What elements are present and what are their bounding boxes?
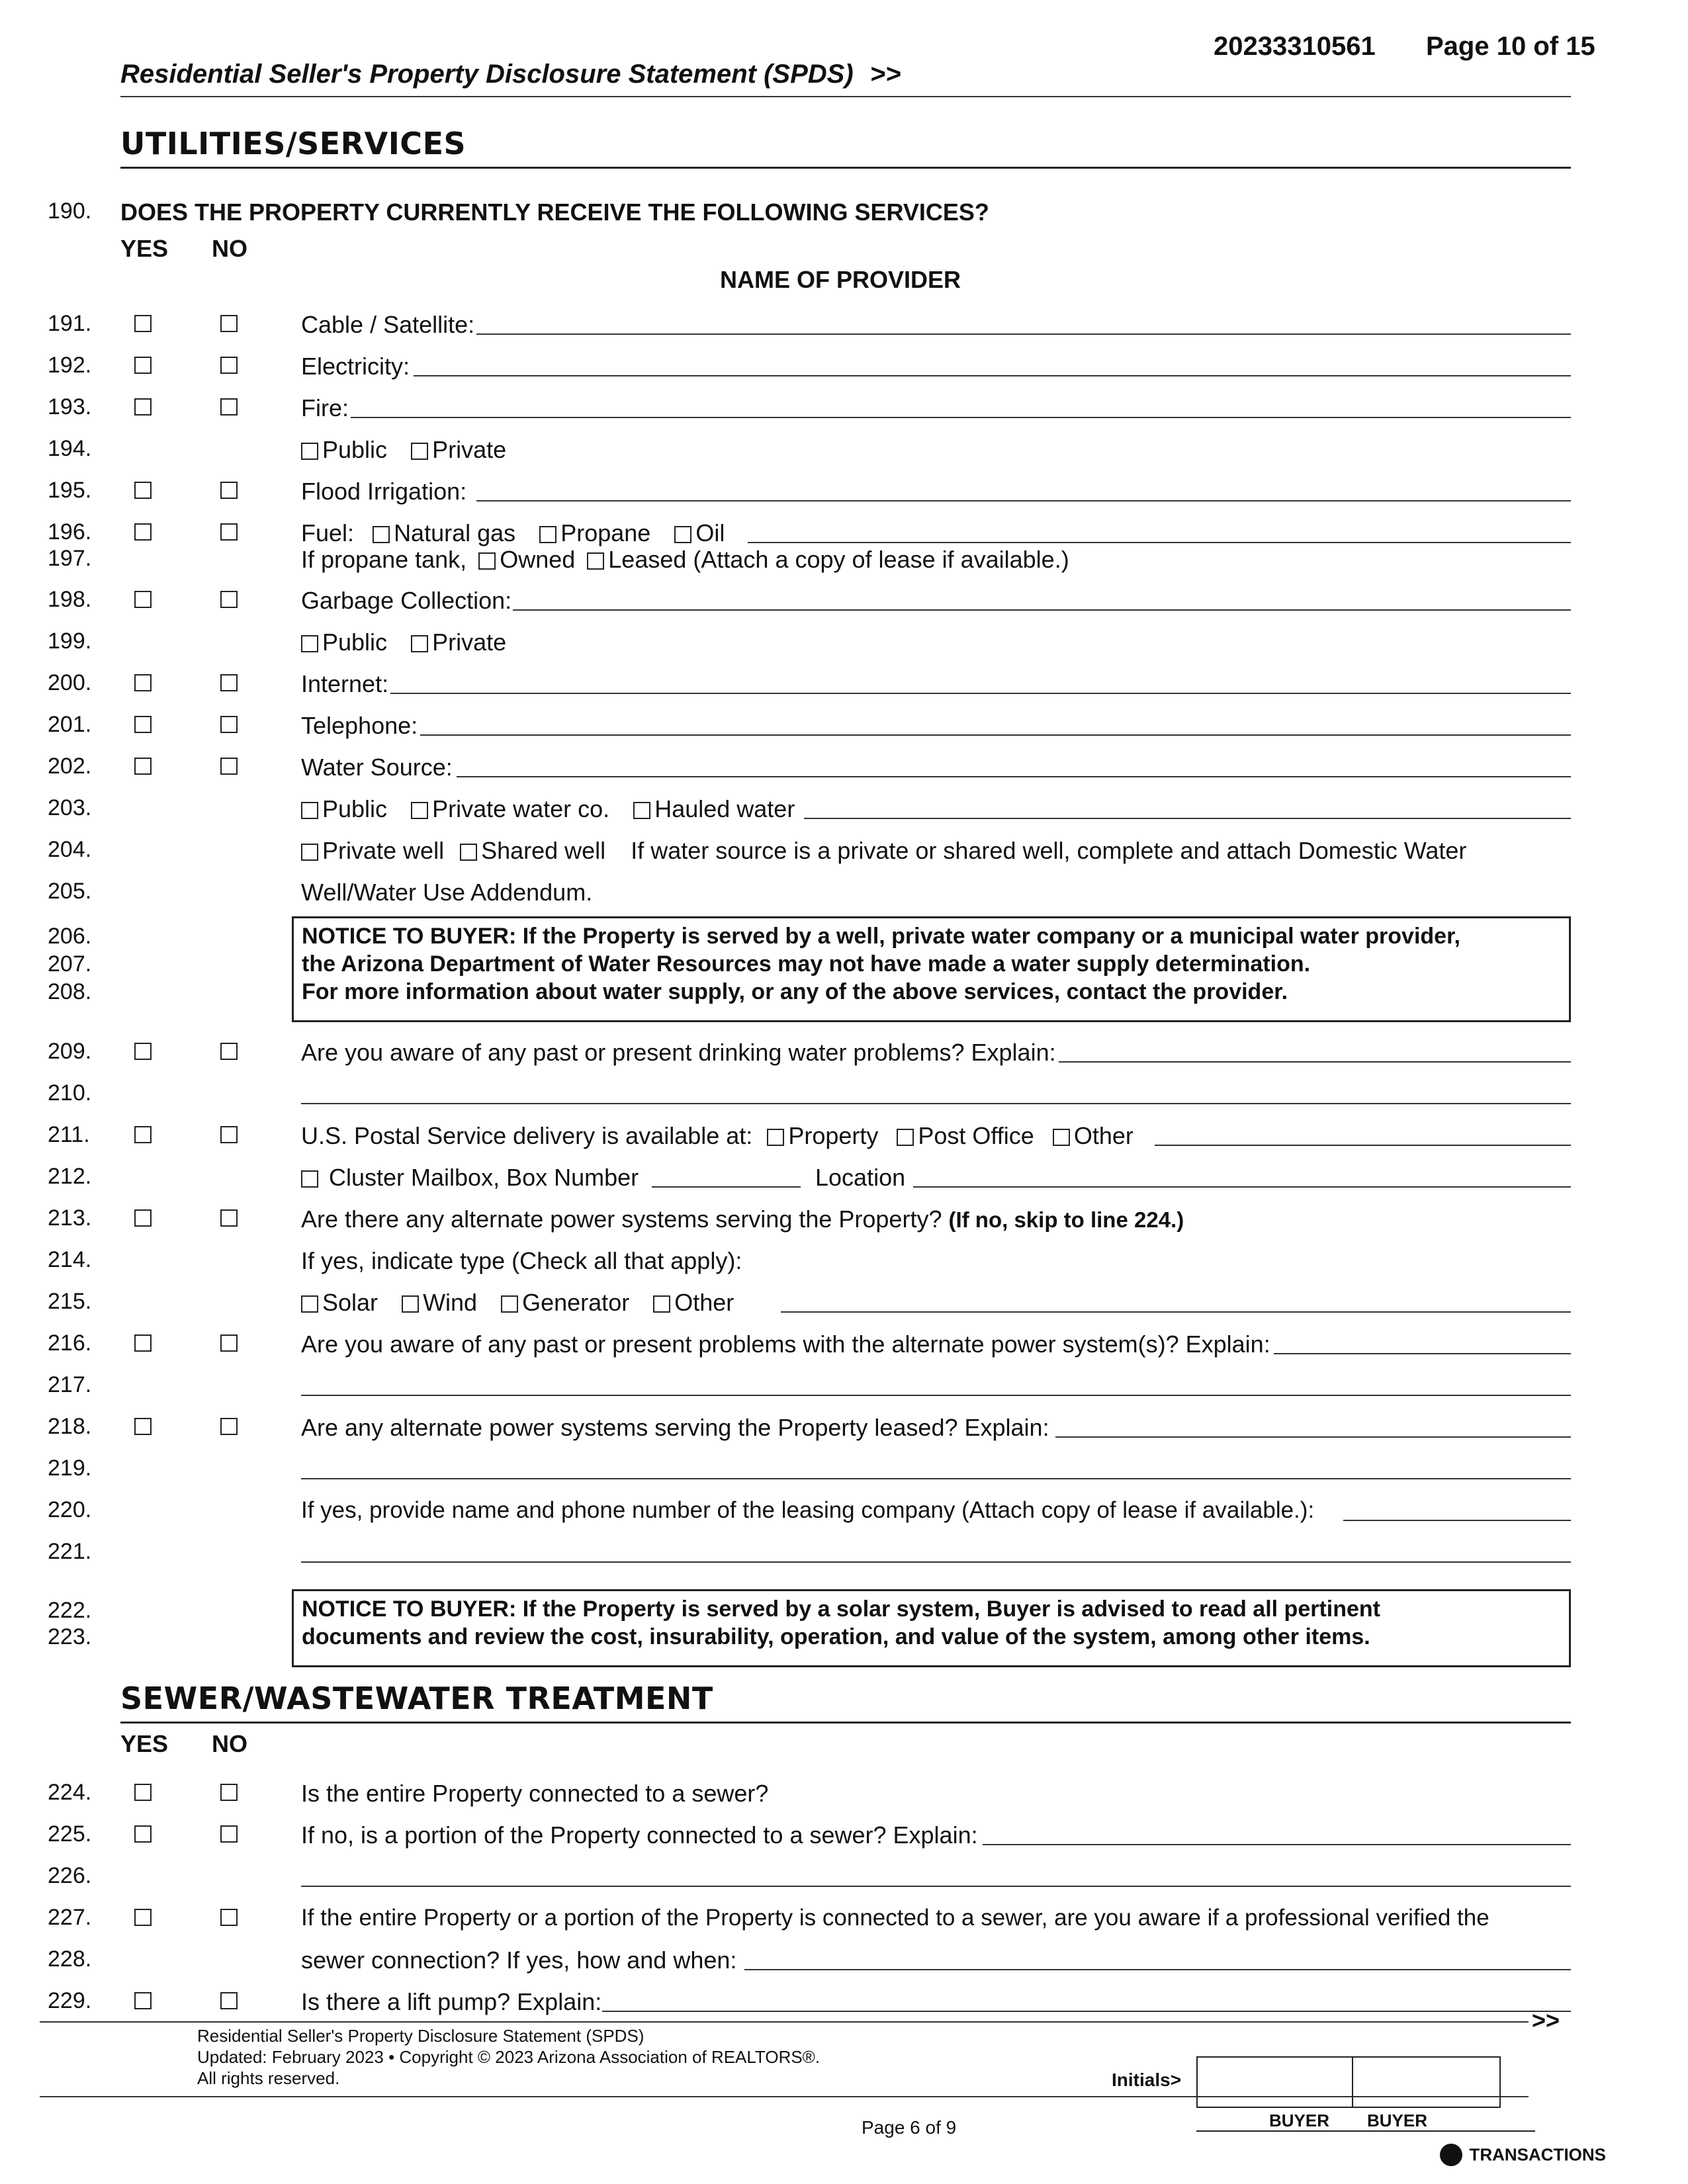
postal-other-checkbox[interactable]	[1053, 1129, 1070, 1146]
sewer-portion-explain-field-2[interactable]	[301, 1886, 1571, 1887]
line-number-206: 206.	[48, 924, 92, 949]
alt-power-skip-note: (If no, skip to line 224.)	[948, 1207, 1184, 1232]
indicate-type-label: If yes, indicate type (Check all that apply):	[301, 1247, 742, 1274]
alt-leased-explain-field[interactable]	[1055, 1436, 1571, 1438]
line-number-207: 207.	[48, 951, 92, 977]
garbage-no-checkbox[interactable]	[220, 591, 238, 608]
line-214	[0, 1241, 1688, 1280]
alt-power-yes-checkbox[interactable]	[134, 1209, 152, 1227]
title-arrow: >>	[869, 60, 901, 89]
well-note: If water source is a private or shared well, complete and attach Domestic Water	[631, 837, 1467, 864]
line-220	[0, 1491, 1688, 1530]
postal-other-field[interactable]	[1155, 1145, 1571, 1146]
line-number: 227.	[48, 1905, 92, 1930]
cluster-mailbox-option	[301, 1164, 639, 1192]
water-type-options	[301, 795, 812, 823]
line-216	[0, 1324, 1688, 1364]
line-number: 205.	[48, 879, 92, 904]
line-198	[0, 580, 1688, 620]
garbage-type-options	[301, 629, 523, 656]
line-number: 220.	[48, 1497, 92, 1522]
drinking-water-explain-field[interactable]	[1059, 1061, 1571, 1063]
water-public-checkbox[interactable]	[301, 802, 318, 819]
line-number: 212.	[48, 1164, 92, 1189]
hauled-water-label: Hauled water	[654, 795, 795, 822]
line-215	[0, 1282, 1688, 1322]
sewer-verified-yes-checkbox[interactable]	[134, 1909, 152, 1926]
internet-yes-checkbox[interactable]	[134, 674, 152, 691]
internet-provider-field[interactable]	[390, 693, 1571, 694]
postal-label: U.S. Postal Service delivery is available at:	[301, 1122, 753, 1149]
box-number-field[interactable]	[652, 1186, 801, 1188]
internet-label: Internet:	[301, 670, 389, 697]
alt-problems-question: Are you aware of any past or present problems with the alternate power system(s)? Explain:	[301, 1331, 1270, 1358]
leasing-company-question: If yes, provide name and phone number of the leasing company (Attach copy of lease if available.):	[301, 1497, 1315, 1523]
telephone-label: Telephone:	[301, 712, 418, 739]
line-190	[0, 192, 1688, 232]
propane-leased-label: Leased (Attach a copy of lease if available.)	[608, 546, 1069, 573]
propane-label: Propane	[560, 519, 651, 546]
line-205	[0, 872, 1688, 912]
water-source-yes-checkbox[interactable]	[134, 758, 152, 775]
flood-label: Flood Irrigation:	[301, 478, 467, 505]
line-number: 191.	[48, 311, 92, 336]
lift-pump-question: Is there a lift pump? Explain:	[301, 1988, 602, 2015]
drinking-water-explain-field-2[interactable]	[301, 1103, 1571, 1104]
alt-leased-question: Are any alternate power systems serving the Property leased? Explain:	[301, 1414, 1049, 1441]
sewer-verified-explain-field[interactable]	[744, 1969, 1571, 1970]
fire-type-options	[301, 436, 523, 464]
footer-rights: All rights reserved.	[197, 2068, 340, 2088]
sewer-verified-question: If the entire Property or a portion of the Property is connected to a sewer, are you aware if a professional verified the	[301, 1905, 1489, 1931]
sewer-portion-explain-field[interactable]	[983, 1844, 1571, 1845]
alt-leased-no-checkbox[interactable]	[220, 1418, 238, 1435]
line-number: 218.	[48, 1414, 92, 1439]
fuel-label: Fuel:	[301, 519, 355, 546]
garbage-yes-checkbox[interactable]	[134, 591, 152, 608]
lift-pump-explain-field[interactable]	[602, 2011, 1571, 2012]
line-number: 192.	[48, 353, 92, 378]
alt-leased-explain-field-2[interactable]	[301, 1478, 1571, 1479]
line-number: 197.	[48, 546, 92, 571]
location-label: Location	[815, 1164, 906, 1191]
line-209	[0, 1032, 1688, 1072]
electricity-label: Electricity:	[301, 353, 410, 380]
line-192	[0, 346, 1688, 386]
wind-checkbox[interactable]	[402, 1295, 419, 1313]
sewer-portion-yes-checkbox[interactable]	[134, 1825, 152, 1843]
telephone-yes-checkbox[interactable]	[134, 716, 152, 733]
shared-well-checkbox[interactable]	[460, 844, 477, 861]
propane-tank-label: If propane tank,	[301, 546, 467, 573]
garbage-public-checkbox[interactable]	[301, 635, 318, 652]
page-label: Page 10 of 15	[1426, 32, 1595, 61]
oil-label: Oil	[695, 519, 725, 546]
water-source-label: Water Source:	[301, 754, 453, 781]
continue-arrow: >>	[1532, 2007, 1560, 2034]
line-194	[0, 429, 1688, 469]
line-213	[0, 1199, 1688, 1239]
garbage-label: Garbage Collection:	[301, 587, 512, 614]
fire-private-label: Private	[432, 436, 507, 463]
line-number: 224.	[48, 1780, 92, 1805]
postal-options	[301, 1122, 1151, 1150]
line-number: 199.	[48, 629, 92, 654]
private-water-co-checkbox[interactable]	[411, 802, 428, 819]
line-number: 190.	[48, 198, 92, 224]
alt-power-question	[301, 1205, 1184, 1233]
line-204	[0, 830, 1688, 870]
initials-box	[1196, 2056, 1501, 2108]
telephone-provider-field[interactable]	[420, 734, 1571, 736]
line-212	[0, 1157, 1688, 1197]
fire-public-label: Public	[322, 436, 388, 463]
document-title	[120, 60, 901, 89]
postal-no-checkbox[interactable]	[220, 1126, 238, 1143]
fire-yes-checkbox[interactable]	[134, 398, 152, 415]
leasing-company-field-2[interactable]	[301, 1561, 1571, 1563]
water-public-label: Public	[322, 795, 388, 822]
section-rule-sewer	[120, 1722, 1571, 1724]
garbage-public-label: Public	[322, 629, 388, 656]
line-number: 225.	[48, 1821, 92, 1847]
private-well-label: Private well	[322, 837, 445, 864]
line-number: 201.	[48, 712, 92, 737]
buyer-label-1: BUYER	[1269, 2111, 1330, 2130]
line-210	[0, 1074, 1688, 1114]
flood-provider-field[interactable]	[476, 500, 1571, 502]
line-number-208: 208.	[48, 979, 92, 1004]
private-well-checkbox[interactable]	[301, 844, 318, 861]
generator-label: Generator	[522, 1289, 630, 1316]
drinking-water-no-checkbox[interactable]	[220, 1043, 238, 1060]
line-217	[0, 1366, 1688, 1405]
sewer-no-column-header: NO	[212, 1730, 247, 1757]
water-source-provider-field[interactable]	[457, 776, 1571, 777]
cable-yes-checkbox[interactable]	[134, 315, 152, 332]
section-title-utilities: UTILITIES/SERVICES	[120, 126, 466, 161]
fire-provider-field[interactable]	[351, 417, 1571, 418]
electricity-provider-field[interactable]	[414, 375, 1571, 376]
section-rule-utilities	[120, 167, 1571, 169]
line-number: 194.	[48, 436, 92, 461]
cluster-mailbox-checkbox[interactable]	[301, 1170, 318, 1188]
sewer-portion-no-checkbox[interactable]	[220, 1825, 238, 1843]
footer-page-number: Page 6 of 9	[862, 2117, 957, 2138]
sewer-portion-question: If no, is a portion of the Property connected to a sewer? Explain:	[301, 1821, 978, 1849]
electricity-yes-checkbox[interactable]	[134, 357, 152, 374]
line-number-223: 223.	[48, 1624, 92, 1649]
fuel-yes-checkbox[interactable]	[134, 523, 152, 541]
propane-owned-checkbox[interactable]	[478, 552, 496, 570]
brand-name: TRANSACTIONS	[1469, 2144, 1607, 2165]
no-column-header: NO	[212, 235, 247, 262]
propane-tank-options	[301, 546, 1069, 574]
line-227	[0, 1898, 1688, 1938]
power-type-options	[301, 1289, 751, 1317]
postal-property-checkbox[interactable]	[767, 1129, 784, 1146]
flood-yes-checkbox[interactable]	[134, 482, 152, 499]
power-other-checkbox[interactable]	[653, 1295, 670, 1313]
buyer-label-2: BUYER	[1367, 2111, 1428, 2130]
postal-post-office-label: Post Office	[918, 1122, 1034, 1149]
line-number: 228.	[48, 1946, 92, 1972]
line-226	[0, 1856, 1688, 1896]
fire-no-checkbox[interactable]	[220, 398, 238, 415]
line-number: 211.	[48, 1122, 90, 1147]
well-options	[301, 837, 1466, 865]
power-other-label: Other	[674, 1289, 734, 1316]
postal-yes-checkbox[interactable]	[134, 1126, 152, 1143]
line-number: 193.	[48, 394, 92, 419]
line-201	[0, 705, 1688, 745]
buyer-label-rule	[1196, 2130, 1535, 2132]
solar-notice-line-2: documents and review the cost, insurability, operation, and value of the system, among other items.	[302, 1624, 1370, 1649]
sewer-verified-question-continued: sewer connection? If yes, how and when:	[301, 1946, 737, 1974]
brand-logo-icon	[1440, 2144, 1462, 2166]
line-number: 219.	[48, 1456, 92, 1481]
line-211	[0, 1115, 1688, 1155]
line-number: 200.	[48, 670, 92, 695]
generator-checkbox[interactable]	[501, 1295, 518, 1313]
line-225	[0, 1815, 1688, 1855]
cable-no-checkbox[interactable]	[220, 315, 238, 332]
line-229	[0, 1982, 1688, 2021]
alt-power-no-checkbox[interactable]	[220, 1209, 238, 1227]
lift-pump-no-checkbox[interactable]	[220, 1992, 238, 2009]
line-202	[0, 747, 1688, 787]
line-219	[0, 1449, 1688, 1489]
line-number: 213.	[48, 1205, 92, 1231]
garbage-provider-field[interactable]	[513, 609, 1571, 611]
fire-public-checkbox[interactable]	[301, 443, 318, 460]
line-200	[0, 664, 1688, 703]
line-218	[0, 1407, 1688, 1447]
line-number: 202.	[48, 754, 92, 779]
telephone-no-checkbox[interactable]	[220, 716, 238, 733]
alt-power-text: Are there any alternate power systems serving the Property?	[301, 1205, 942, 1233]
buyer-initials-2[interactable]	[1353, 2058, 1499, 2107]
services-question: DOES THE PROPERTY CURRENTLY RECEIVE THE FOLLOWING SERVICES?	[120, 198, 989, 226]
drinking-water-yes-checkbox[interactable]	[134, 1043, 152, 1060]
postal-property-label: Property	[788, 1122, 879, 1149]
yes-column-header: YES	[120, 235, 169, 262]
leasing-company-field[interactable]	[1343, 1520, 1571, 1521]
line-224	[0, 1773, 1688, 1813]
fire-private-checkbox[interactable]	[411, 443, 428, 460]
line-number: 216.	[48, 1331, 92, 1356]
line-203	[0, 789, 1688, 828]
line-228	[0, 1940, 1688, 1980]
sewer-yes-column-header: YES	[120, 1730, 169, 1757]
water-notice-line-1: NOTICE TO BUYER: If the Property is served by a well, private water company or a municipal water provider,	[302, 924, 1460, 949]
internet-no-checkbox[interactable]	[220, 674, 238, 691]
line-number: 210.	[48, 1080, 92, 1106]
garbage-private-checkbox[interactable]	[411, 635, 428, 652]
cable-label: Cable / Satellite:	[301, 311, 475, 338]
line-number: 229.	[48, 1988, 92, 2013]
buyer-initials-1[interactable]	[1198, 2058, 1353, 2107]
water-source-no-checkbox[interactable]	[220, 758, 238, 775]
postal-other-label: Other	[1073, 1122, 1133, 1149]
flood-no-checkbox[interactable]	[220, 482, 238, 499]
garbage-private-label: Private	[432, 629, 507, 656]
line-number: 195.	[48, 478, 92, 503]
sewer-connected-yes-checkbox[interactable]	[134, 1784, 152, 1801]
water-notice-line-2: the Arizona Department of Water Resources may not have made a water supply determination.	[302, 951, 1311, 977]
solar-notice-line-1: NOTICE TO BUYER: If the Property is served by a solar system, Buyer is advised to read all pertinent	[302, 1596, 1380, 1622]
footer-copyright: Updated: February 2023 • Copyright © 2023 Arizona Association of REALTORS®.	[197, 2047, 821, 2067]
shared-well-label: Shared well	[481, 837, 606, 864]
title-text: Residential Seller's Property Disclosure Statement (SPDS)	[120, 60, 854, 89]
fuel-no-checkbox[interactable]	[220, 523, 238, 541]
line-number: 203.	[48, 795, 92, 820]
hauled-water-field[interactable]	[804, 818, 1571, 819]
electricity-no-checkbox[interactable]	[220, 357, 238, 374]
line-number: 204.	[48, 837, 92, 862]
initials-label: Initials>	[1112, 2070, 1182, 2090]
alt-problems-explain-field-2[interactable]	[301, 1395, 1571, 1396]
sewer-verified-no-checkbox[interactable]	[220, 1909, 238, 1926]
postal-post-office-checkbox[interactable]	[897, 1129, 914, 1146]
line-197	[0, 539, 1688, 579]
solar-label: Solar	[322, 1289, 378, 1316]
alt-problems-no-checkbox[interactable]	[220, 1334, 238, 1352]
solar-notice-box	[292, 1589, 1571, 1667]
solar-checkbox[interactable]	[301, 1295, 318, 1313]
drinking-water-question: Are you aware of any past or present drinking water problems? Explain:	[301, 1039, 1056, 1066]
line-number-222: 222.	[48, 1598, 92, 1623]
line-193	[0, 388, 1688, 427]
header-rule	[120, 96, 1571, 97]
wind-label: Wind	[423, 1289, 478, 1316]
water-notice-line-3: For more information about water supply, or any of the above services, contact the provider.	[302, 979, 1288, 1004]
line-199	[0, 622, 1688, 662]
line-number: 221.	[48, 1539, 92, 1564]
line-number: 226.	[48, 1863, 92, 1888]
cable-provider-field[interactable]	[476, 333, 1571, 335]
cluster-mailbox-label: Cluster Mailbox, Box Number	[329, 1164, 639, 1191]
provider-column-header: NAME OF PROVIDER	[720, 266, 961, 293]
sewer-connected-no-checkbox[interactable]	[220, 1784, 238, 1801]
propane-owned-label: Owned	[500, 546, 576, 573]
line-number: 215.	[48, 1289, 92, 1314]
line-number: 214.	[48, 1247, 92, 1272]
well-note-continued: Well/Water Use Addendum.	[301, 879, 593, 906]
sewer-connected-question: Is the entire Property connected to a sewer?	[301, 1780, 769, 1807]
power-other-field[interactable]	[781, 1311, 1571, 1313]
private-water-co-label: Private water co.	[432, 795, 610, 822]
brand-mark	[1440, 2144, 1606, 2166]
footer-rule-top	[40, 2021, 1529, 2023]
natural-gas-label: Natural gas	[394, 519, 516, 546]
line-195	[0, 471, 1688, 511]
water-notice-box	[292, 916, 1571, 1022]
line-number: 209.	[48, 1039, 92, 1064]
section-title-sewer: SEWER/WASTEWATER TREATMENT	[120, 1681, 713, 1716]
alt-leased-yes-checkbox[interactable]	[134, 1418, 152, 1435]
line-number: 217.	[48, 1372, 92, 1397]
alt-problems-yes-checkbox[interactable]	[134, 1334, 152, 1352]
line-221	[0, 1532, 1688, 1572]
line-191	[0, 304, 1688, 344]
hauled-water-checkbox[interactable]	[633, 802, 650, 819]
line-number: 198.	[48, 587, 92, 612]
propane-leased-checkbox[interactable]	[587, 552, 604, 570]
doc-number: 20233310561	[1214, 32, 1376, 61]
footer-doc-title: Residential Seller's Property Disclosure Statement (SPDS)	[197, 2026, 644, 2046]
lift-pump-yes-checkbox[interactable]	[134, 1992, 152, 2009]
location-field[interactable]	[913, 1186, 1571, 1188]
alt-problems-explain-field[interactable]	[1274, 1353, 1571, 1354]
line-number: 196.	[48, 519, 92, 545]
fire-label: Fire:	[301, 394, 349, 421]
